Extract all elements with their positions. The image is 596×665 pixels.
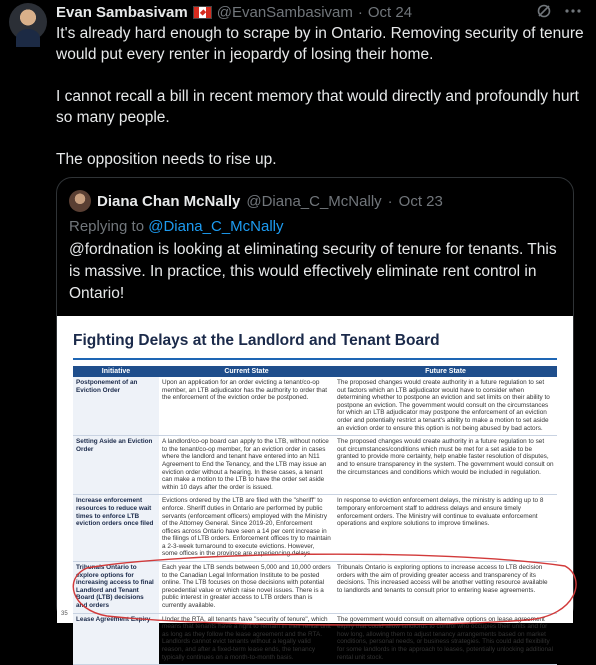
document-title: Fighting Delays at the Landlord and Tenant Board (73, 332, 440, 349)
cell-current: Under the RTA, all tenants have "security of tenure", which means that tenants have a right to remain in their rental unit as long as they follow the lease agreement and the RTA. Landlords cannot evict tenants without a legally valid reason, and after a fixed-term lease ends, the tenancy typically continues on a month-to-month basis. (159, 613, 334, 665)
cell-current: A landlord/co-op board can apply to the LTB, without notice to the tenant/co-op member, for an eviction order in cases where the landlord and tenant have entered into an N11 Agreement to End the Tenancy, and the LTB may issue an eviction order without a hearing. In these cases, a tenant can make a motion to the LTB to have the order set aside within 10 days after the order is issued. (159, 436, 334, 495)
cell-current: Each year the LTB sends between 5,000 and 10,000 orders to the Canadian Legal Information Institute to be posted online. The LTB focuses on those decisions with potential precedential value or which raise novel issues. There is a public interest in greater access to LTB orders than is currently available. (159, 562, 334, 614)
tweet-body (56, 23, 586, 170)
page-number: 35 (61, 611, 68, 617)
author-name[interactable]: Evan Sambasivam (56, 3, 188, 21)
author-avatar[interactable] (9, 3, 47, 41)
cell-future: The government would consult on alternative options on lease agreement expiry that could allow landlords to control who occupies their units and for how long, allowing them to adjust tenancy arrangements based on market conditions, personal needs, or business strategies. This could add flexibility for some landlords in the approach to leases, potentially unlocking additional rental unit stock. (334, 613, 557, 665)
attached-document-image[interactable] (57, 316, 573, 661)
cell-future: In response to eviction enforcement delays, the ministry is adding up to 8 temporary enforcement staff to address delays and ensure timely enforcement orders. The Ministry will continue to evaluate enforcement operations and explore solutions to improve timelines. (334, 495, 557, 562)
red-circle-annotation (57, 316, 573, 623)
cell-initiative: Tribunals Ontario to explore options for increasing access to final Landlord and Tenant Board (LTB) decisions and orders (73, 562, 159, 614)
header-initiative: Initiative (73, 366, 159, 377)
quote-body: @fordnation is looking at eliminating security of tenure for tenants. This is massive. In practice, this would effectively eliminate rent control in Ontario! (69, 241, 557, 302)
cell-future: Tribunals Ontario is exploring options to increase access to LTB decision orders with the aim of providing greater access and transparency of its decisions. This increased access will be another vetting resource available to landlords and tenants to consult prior to entering lease agreements. (334, 562, 557, 614)
cell-current: Upon an application for an order evicting a tenant/co-op member, an LTB adjudicator has the authority to order that the enforcement of the eviction order be postponed. (159, 377, 334, 436)
quote-header (69, 190, 443, 212)
cell-future: The proposed changes would create authority in a future regulation to set out factors which an LTB adjudicator would have to consider when determining whether to postpone an eviction and set limits on their ability to postpone an eviction. The government would consult on the circumstances for which an LTB adjudicator may postpone the enforcement of an eviction order and potentially restrict a tenant's ability to make a motion to set aside an eviction order to ensure this option is not being abused by bad actors. (334, 377, 557, 436)
quote-date: Oct 23 (398, 192, 443, 210)
cell-initiative: Increase enforcement resources to reduce wait times to enforce LTB eviction orders once filed (73, 495, 159, 562)
quote-author-avatar (69, 190, 91, 212)
replying-to (69, 218, 284, 235)
tweet-header (56, 3, 412, 21)
header-current-state: Current State (159, 366, 334, 377)
cell-initiative: Setting Aside an Eviction Order (73, 436, 159, 495)
cell-initiative: Lease Agreement Expiry (73, 613, 159, 665)
separator-dot: · (357, 3, 363, 21)
tweet-date[interactable]: Oct 24 (367, 3, 413, 21)
grok-icon[interactable] (536, 3, 552, 24)
separator-dot: · (387, 192, 393, 210)
replying-prefix: Replying to (69, 218, 149, 235)
replying-to-handle[interactable]: @Diana_C_McNally (148, 218, 284, 235)
quoted-tweet[interactable] (56, 177, 574, 661)
tweet-paragraph: It's already hard enough to scrape by in Ontario. Removing security of tenure would put every renter in jeopardy of losing their home. (56, 25, 584, 63)
header-future-state: Future State (334, 366, 557, 377)
tweet-paragraph: I cannot recall a bill in recent memory that would directly and profoundly hurt so many people. (56, 88, 579, 126)
author-handle[interactable]: @EvanSambasivam (216, 3, 353, 21)
cell-future: The proposed changes would create authority in a future regulation to set out circumstances/conditions which must be met for a set aside to be granted to provide more certainty, help enable faster resolution of disputes, and to ensure transparency in the system. The government would consult on the circumstances and conditions which would be included in regulation. (334, 436, 557, 495)
tweet-paragraph: The opposition needs to rise up. (56, 151, 277, 168)
quote-author-name: Diana Chan McNally (97, 192, 241, 210)
canada-flag-icon (193, 6, 212, 19)
more-options-icon[interactable] (564, 3, 582, 24)
cell-initiative: Postponement of an Eviction Order (73, 377, 159, 436)
tweet-actions-top (536, 3, 582, 24)
quote-author-handle: @Diana_C_McNally (246, 192, 382, 210)
cell-current: Evictions ordered by the LTB are filed with the "sheriff" to enforce. Sheriff duties in Ontario are performed by public servants (enforcement officers) employed with the Ministry of the Attorney General. Since 2019-20, Enforcement offices across Ontario have seen a 14 per cent increase in the filings of LTB orders. Enforcement offices try to maintain a 2-3-week turnaround to execute evictions. However, some offices in the province are experiencing delays. (159, 495, 334, 562)
